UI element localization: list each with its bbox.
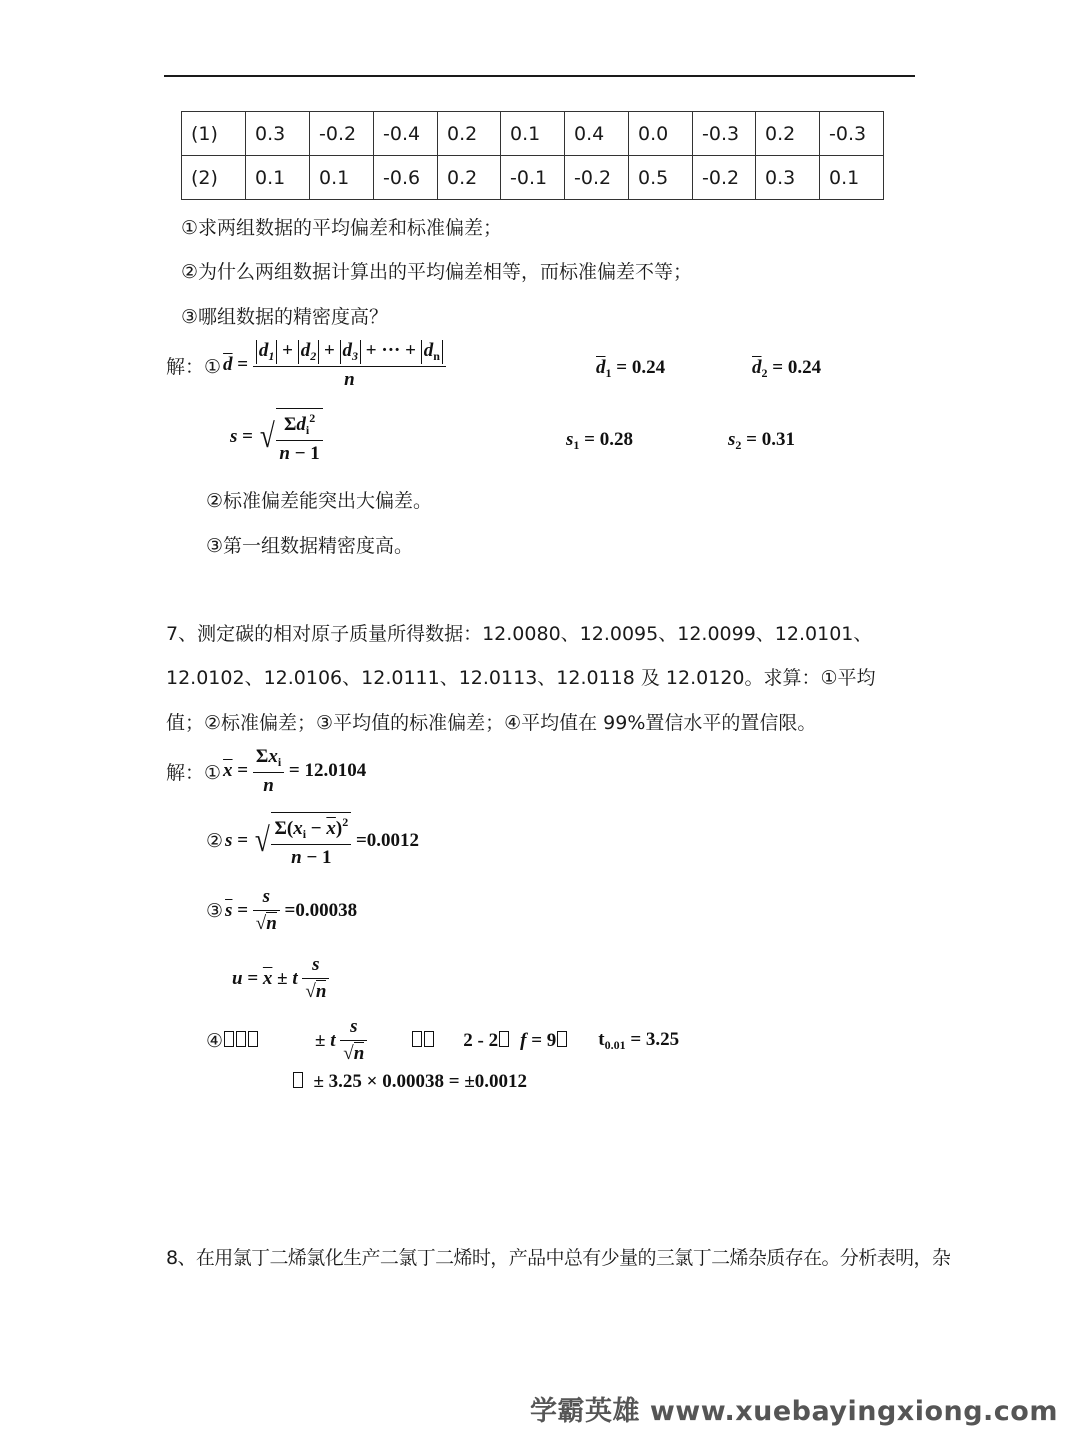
mean-formula (166, 746, 366, 797)
table-cell: -0.6 (374, 156, 438, 200)
fraction: $\frac{d_1 + d_2 + d_3 + \cdot\cdot\cdot + d_n}{n}$ (253, 340, 446, 391)
t-value: $t_{0.01} = 3.25$ (598, 1028, 680, 1052)
table-cell: -0.3 (820, 112, 884, 156)
table-cell: 0.3 (246, 112, 310, 156)
table-cell: 0.3 (756, 156, 820, 200)
final-result: ± 3.25 × 0.00038 = ±0.0012 (292, 1071, 527, 1093)
question-item: ②为什么两组数据计算出的平均偏差相等，而标准偏差不等； (181, 261, 693, 283)
table-row (182, 112, 884, 156)
solution-label: 解：① (166, 762, 222, 784)
table-cell: (2) (182, 156, 246, 200)
table-cell: -0.2 (310, 112, 374, 156)
s2-result: $s_2 = 0.31$ (728, 429, 795, 452)
table-cell: 0.1 (501, 112, 565, 156)
answer-line: ③第一组数据精密度高。 (206, 535, 414, 557)
dof-text: 2 - 2 (463, 1030, 510, 1052)
table-cell: 0.1 (820, 156, 884, 200)
d2-result: $\overline{d}_2 = 0.24$ (752, 357, 822, 380)
table-cell: 0.2 (438, 156, 501, 200)
formula-text: ± t $\frac{s}{√n}$ (315, 1016, 367, 1065)
formula-text: $\overline{x}$ = $\frac{\Sigma x_i}{n}$ = 12.0104 (223, 746, 367, 796)
table-cell: -0.3 (693, 112, 756, 156)
footer-watermark: 学霸英雄 www.xuebayingxiong.com (529, 1396, 1058, 1427)
table-cell: 0.4 (565, 112, 629, 156)
table-cell: 0.5 (629, 156, 693, 200)
formula-text: $\overline{s}$ = $\frac{s}{√n}$ = 0.00038 (225, 886, 358, 934)
header-rule (164, 75, 915, 77)
missing-glyphs (223, 1030, 259, 1052)
table-cell: 0.2 (438, 112, 501, 156)
table-row (182, 156, 884, 200)
formula-text: $\overline{d}$ = $\frac{d_1 + d_2 + d_3 + \cdot\cdot\cdot + d_n}{n}$ (223, 340, 446, 391)
mean-deviation-formula (166, 340, 446, 391)
missing-glyphs (411, 1030, 435, 1052)
table-cell: 0.0 (629, 112, 693, 156)
deviation-table (181, 111, 884, 200)
s-formula: ② s = √ $\frac{\Sigma(x_i - \overline{x})^2}{n - 1}$ = 0.0012 (206, 812, 419, 869)
f-text: f = 9 (520, 1030, 568, 1052)
d1-result: $\overline{d}_1 = 0.24$ (596, 357, 666, 380)
table-cell: -0.2 (565, 156, 629, 200)
sqrt: √ $\frac{\Sigma d_i^2}{n - 1}$ (258, 408, 323, 465)
solution-label: 解：① (166, 356, 222, 378)
question-text: 8、在用氯丁二烯氯化生产二氯丁二烯时，产品中总有少量的三氯丁二烯杂质存在。分析表明，杂 (166, 1247, 951, 1269)
table-cell: -0.1 (501, 156, 565, 200)
s-mean-formula: ③ $\overline{s}$ = $\frac{s}{√n}$ = 0.00038 (206, 886, 358, 934)
confidence-formula: u = $\overline{x}$ ± t $\frac{s}{√n}$ (232, 954, 329, 1003)
std-deviation-formula: s = √ $\frac{\Sigma d_i^2}{n - 1}$ (230, 408, 323, 465)
table-cell: -0.4 (374, 112, 438, 156)
question-item: ③哪组数据的精密度高？ (181, 306, 389, 328)
table-cell: 0.2 (756, 112, 820, 156)
table-cell: 0.1 (246, 156, 310, 200)
question-text: 12.0102、12.0106、12.0111、12.0113、12.0118 及 12.0120。求算：①平均 (166, 667, 876, 689)
table-cell: (1) (182, 112, 246, 156)
formula-text: s = √ $\frac{\Sigma(x_i - \overline{x})^2}{n - 1}$ = 0.0012 (225, 812, 419, 869)
question-text: 值；②标准偏差；③平均值的标准偏差；④平均值在 99%置信水平的置信限。 (166, 712, 817, 734)
confidence-limit-line: ④ ± t $\frac{s}{√n}$ 2 - 2 f = 9 $t_{0.01} = 3.25$ (206, 1016, 680, 1064)
question-text: 7、测定碳的相对原子质量所得数据：12.0080、12.0095、12.0099、12.0101、 (166, 623, 873, 645)
s1-result: $s_1 = 0.28$ (566, 429, 633, 452)
question-item: ①求两组数据的平均偏差和标准偏差； (181, 217, 503, 239)
table-cell: -0.2 (693, 156, 756, 200)
table-cell: 0.1 (310, 156, 374, 200)
answer-line: ②标准偏差能突出大偏差。 (206, 490, 433, 512)
